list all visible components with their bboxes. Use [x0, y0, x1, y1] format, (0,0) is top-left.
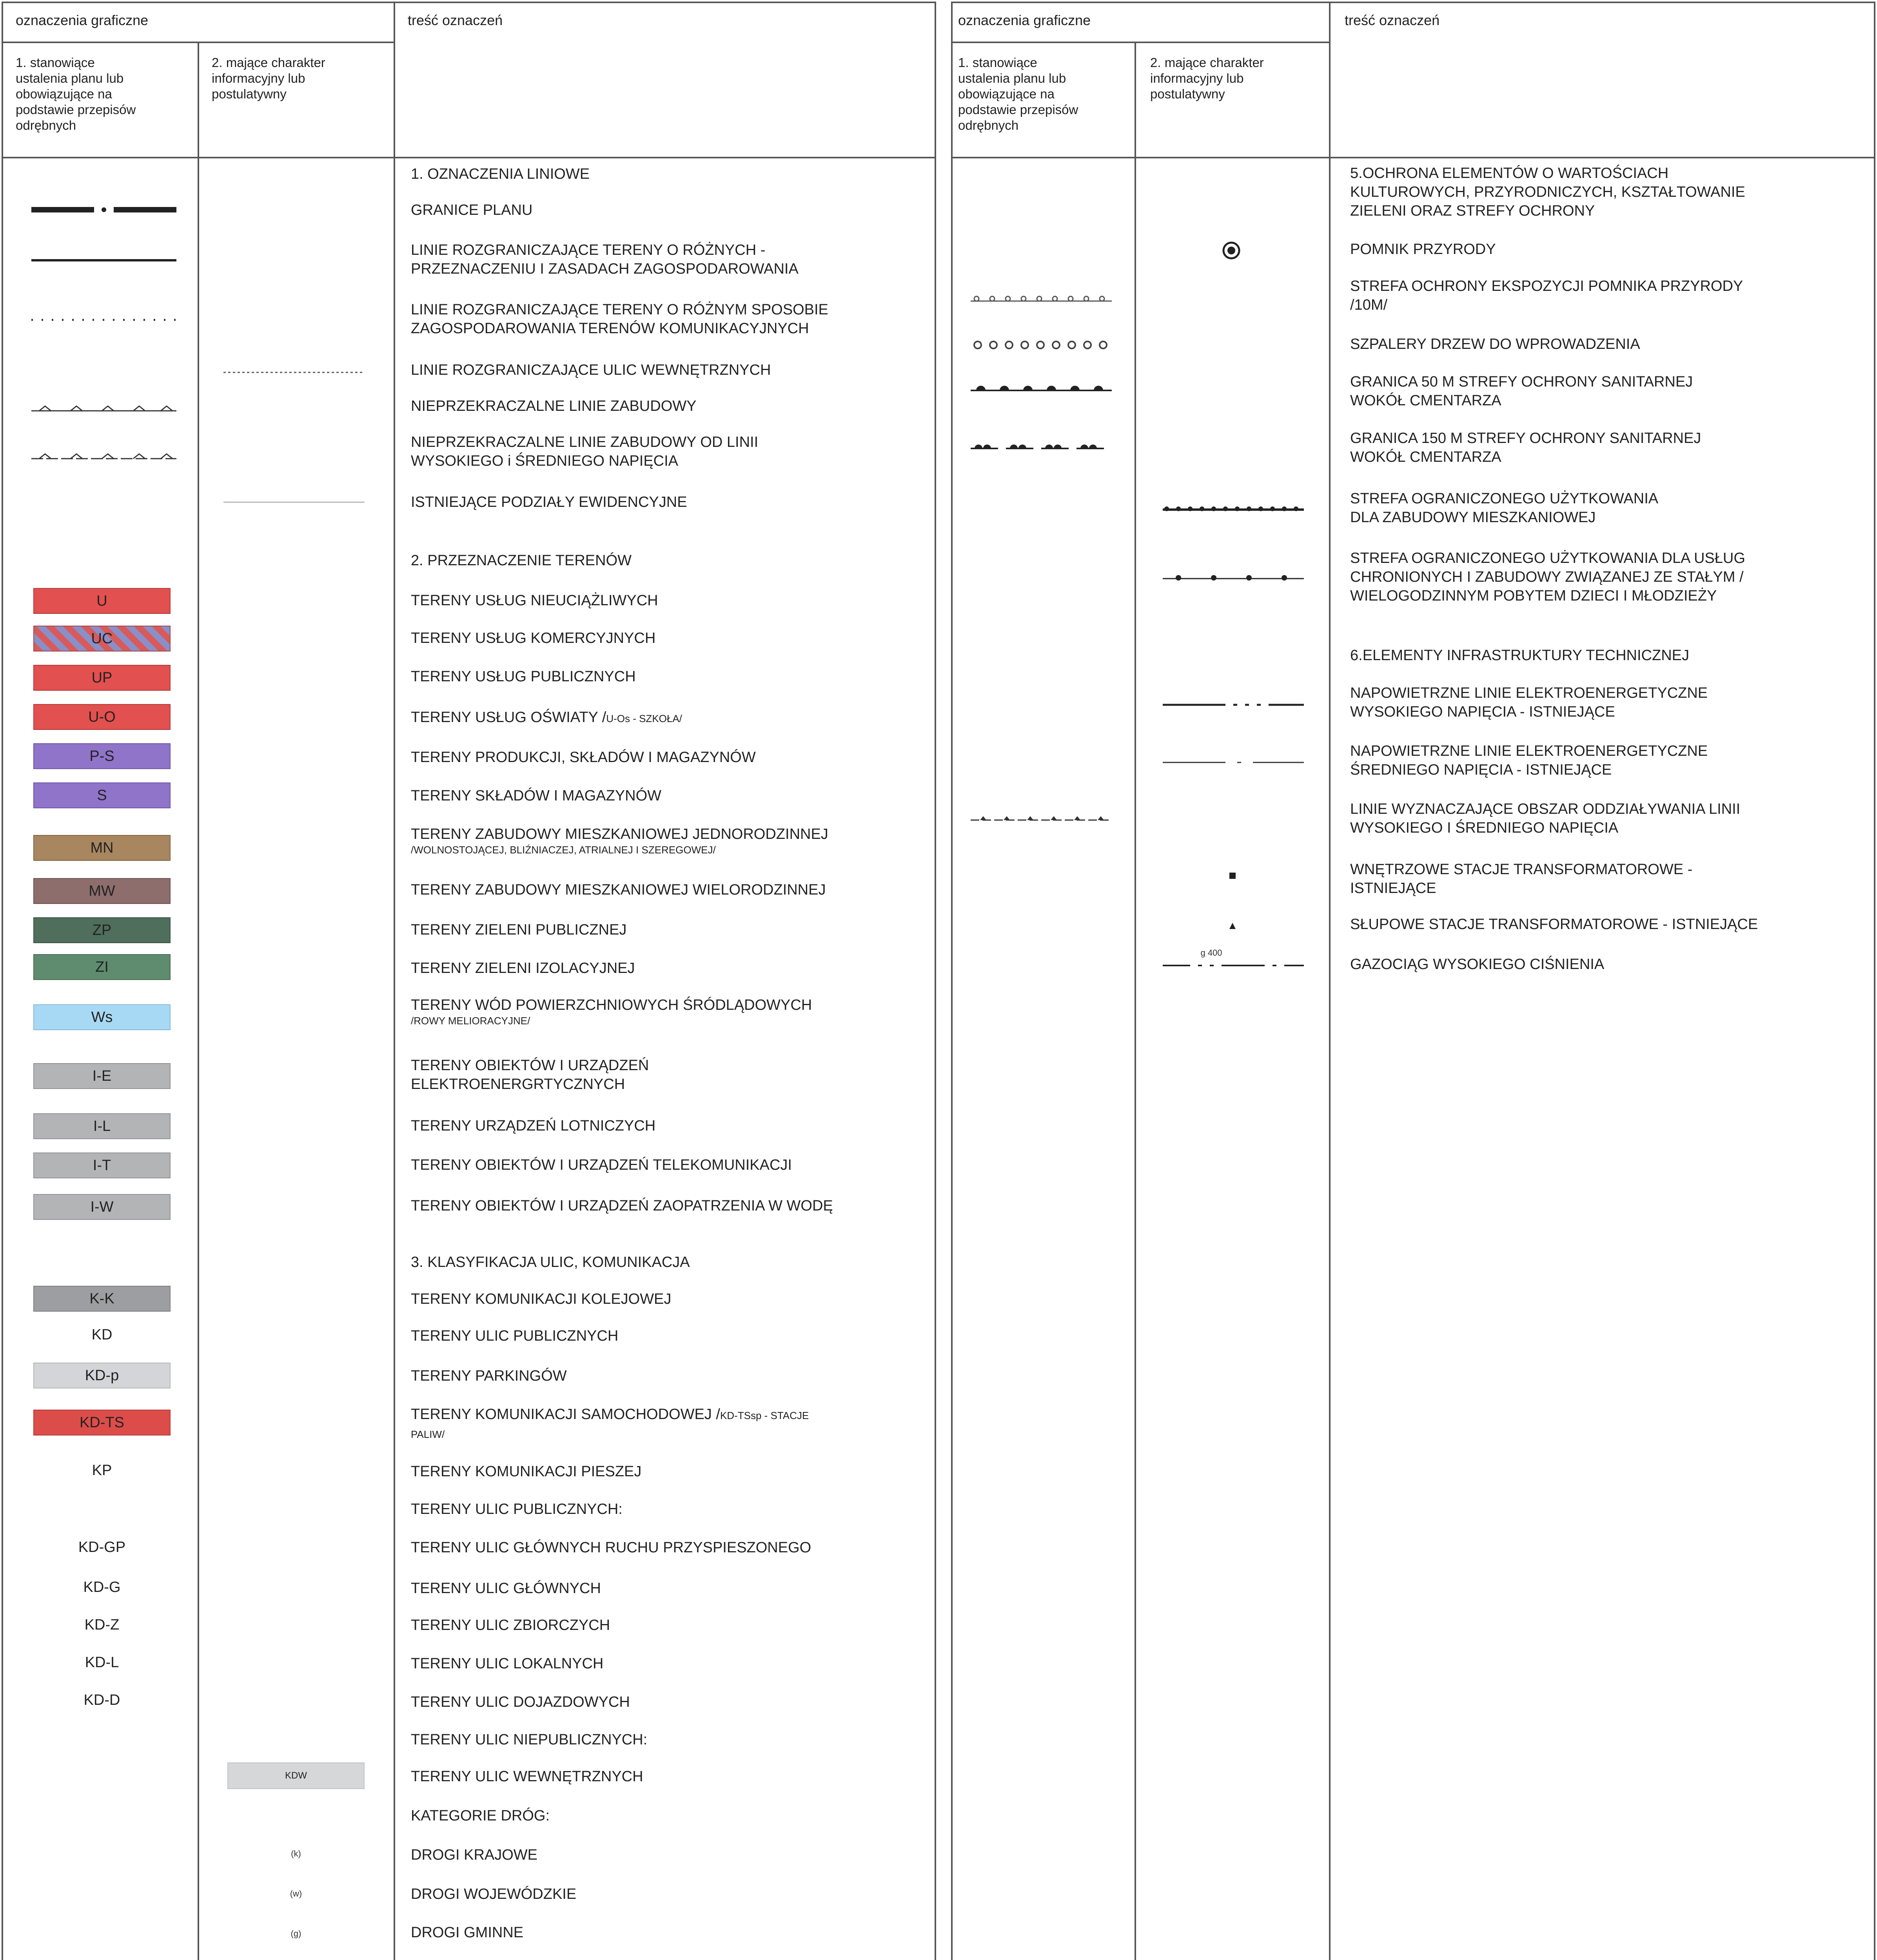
symbol-KD: KD — [91, 1327, 113, 1343]
right-header-graphic: oznaczenia graficzne — [958, 12, 1091, 28]
left-col-divider-1 — [198, 42, 199, 1960]
left-header-bottom — [2, 157, 936, 158]
left-header-col2: 2. mające charakter informacyjny lub postulatywny — [212, 55, 325, 101]
gas-pipeline-label: g 400 — [1200, 948, 1222, 958]
pole-transformer-icon — [1229, 922, 1236, 930]
right-header-content: treść oznaczeń — [1345, 12, 1440, 28]
legend-text: TERENY PARKINGÓW — [411, 1368, 567, 1384]
symbol-KD-p: KD-p — [33, 1363, 171, 1388]
legend-text: TERENY URZĄDZEŃ LOTNICZYCH — [411, 1118, 656, 1134]
legend-text: TERENY USŁUG PUBLICZNYCH — [411, 668, 636, 685]
high-voltage-line-icon — [1163, 702, 1304, 707]
voltage-impact-line-icon — [971, 815, 1112, 823]
legend-text: TERENY OBIEKTÓW I URZĄDZEŃ ZAOPATRZENIA W WODĘ — [411, 1198, 833, 1214]
building-line-icon — [31, 399, 176, 415]
cemetery-150m-zone-icon — [971, 441, 1112, 451]
indoor-transformer-icon — [1229, 872, 1236, 880]
legend-text: GRANICE PLANU — [411, 202, 533, 218]
legend-text: TERENY KOMUNIKACJI KOLEJOWEJ — [411, 1291, 672, 1307]
legend-text: LINIE ROZGRANICZAJĄCE TERENY O RÓŻNYM SPOSOBIE ZAGOSPODAROWANIA TERENÓW KOMUNIKACYJNYCH — [411, 301, 828, 337]
legend-text: NIEPRZEKRACZALNE LINIE ZABUDOWY — [411, 398, 697, 414]
legend-text — [411, 996, 812, 1027]
legend-text: LINIE WYZNACZAJĄCE OBSZAR ODDZIAŁYWANIA LINII WYSOKIEGO I ŚREDNIEGO NAPIĘCIA — [1350, 801, 1741, 836]
legend-text — [411, 1405, 809, 1443]
legend-text: TERENY ULIC PUBLICZNYCH — [411, 1328, 619, 1344]
legend-text: ISTNIEJĄCE PODZIAŁY EWIDENCYJNE — [411, 494, 687, 510]
section-heading: 6.ELEMENTY INFRASTRUKTURY TECHNICZNEJ — [1350, 647, 1690, 664]
legend-text: TERENY ULIC LOKALNYCH — [411, 1655, 604, 1672]
symbol-I-E: I-E — [33, 1063, 171, 1089]
symbol-road-k: (k) — [291, 1849, 301, 1858]
left-header-graphic: oznaczenia graficzne — [16, 12, 149, 28]
legend-text-main: TERENY ZABUDOWY MIESZKANIOWEJ JEDNORODZINNEJ — [411, 826, 828, 842]
legend-text: NIEPRZEKRACZALNE LINIE ZABUDOWY OD LINII WYSOKIEGO i ŚREDNIEGO NAPIĘCIA — [411, 434, 759, 469]
cemetery-50m-zone-icon — [971, 383, 1112, 393]
symbol-MW: MW — [33, 878, 171, 904]
symbol-U-O: U-O — [33, 704, 171, 730]
symbol-ZI: ZI — [33, 954, 171, 980]
symbol-K-K: K-K — [33, 1286, 171, 1312]
legend-text-main: TERENY KOMUNIKACJI SAMOCHODOWEJ / — [411, 1406, 720, 1423]
legend-text: TERENY OBIEKTÓW I URZĄDZEŃ ELEKTROENERGRTYCZNYCH — [411, 1057, 649, 1093]
symbol-ZP: ZP — [33, 917, 171, 943]
symbol-UP: UP — [33, 665, 171, 691]
symbol-P-S: P-S — [33, 743, 171, 769]
legend-text-main: TERENY WÓD POWIERZCHNIOWYCH ŚRÓDLĄDOWYCH — [411, 997, 812, 1013]
exposure-zone-icon — [971, 296, 1112, 303]
section-heading: 5.OCHRONA ELEMENTÓW O WARTOŚCIACH KULTUROWYCH, PRZYRODNICZYCH, KSZTAŁTOWANIE ZIELENI ORAZ STREFY OCHRONY — [1350, 165, 1745, 219]
legend-text-small: U-Os - SZKOŁA/ — [606, 713, 682, 724]
legend-text: STREFA OGRANICZONEGO UŻYTKOWANIA DLA USŁUG CHRONIONYCH I ZABUDOWY ZWIĄZANEJ ZE STAŁYM / WIELOGODZINNYM POBYTEM DZIECI I MŁODZIEŻY — [1350, 550, 1745, 604]
legend-text: TERENY USŁUG KOMERCYJNYCH — [411, 630, 656, 646]
symbol-KD-L: KD-L — [85, 1654, 119, 1671]
symbol-KD-G: KD-G — [83, 1579, 121, 1595]
section-heading: 1. OZNACZENIA LINIOWE — [411, 166, 590, 182]
plan-boundary-line-icon — [31, 204, 176, 216]
legend-text: TERENY ULIC PUBLICZNYCH: — [411, 1501, 623, 1517]
left-header-col1: 1. stanowiące ustalenia planu lub obowiązujące na podstawie przepisów odrębnych — [16, 55, 136, 132]
legend-text: SZPALERY DRZEW DO WPROWADZENIA — [1350, 336, 1640, 352]
legend-text-small: /ROWY MELIORACYJNE/ — [411, 1015, 530, 1027]
legend-text: TERENY ULIC NIEPUBLICZNYCH: — [411, 1731, 648, 1748]
legend-text: TERENY ULIC WEWNĘTRZNYCH — [411, 1768, 643, 1785]
legend-text: TERENY SKŁADÓW I MAGAZYNÓW — [411, 788, 662, 804]
building-line-voltage-icon — [31, 447, 176, 463]
section-heading: 3. KLASYFIKACJA ULIC, KOMUNIKACJA — [411, 1254, 690, 1270]
right-header-bottom — [951, 157, 1875, 158]
symbol-road-g: (g) — [290, 1929, 301, 1938]
legend-text: DROGI KRAJOWE — [411, 1847, 538, 1863]
dotted-line-icon — [31, 318, 176, 322]
legend-text: SŁUPOWE STACJE TRANSFORMATOROWE - ISTNIEJĄCE — [1350, 916, 1758, 933]
right-col-divider-1 — [1135, 42, 1136, 1960]
legend-text: TERENY ZABUDOWY MIESZKANIOWEJ WIELORODZINNEJ — [411, 882, 826, 898]
left-header-content: treść oznaczeń — [408, 12, 503, 28]
symbol-KD-GP: KD-GP — [78, 1539, 126, 1555]
legend-text: GAZOCIĄG WYSOKIEGO CIŚNIENIA — [1350, 956, 1605, 973]
legend-text: STREFA OGRANICZONEGO UŻYTKOWANIA DLA ZABUDOWY MIESZKANIOWEJ — [1350, 490, 1659, 526]
legend-text: TERENY OBIEKTÓW I URZĄDZEŃ TELEKOMUNIKACJI — [411, 1157, 792, 1173]
legend-text: TERENY PRODUKCJI, SKŁADÓW I MAGAZYNÓW — [411, 749, 756, 766]
right-header-col1: 1. stanowiące ustalenia planu lub obowiązujące na podstawie przepisów odrębnych — [958, 55, 1078, 132]
symbol-I-T: I-T — [33, 1152, 171, 1178]
legend-text-small: /WOLNOSTOJĄCEJ, BLIŹNIACZEJ, ATRIALNEJ I SZEREGOWEJ/ — [411, 844, 716, 856]
symbol-S: S — [33, 782, 171, 808]
legend-text: TERENY ZIELENI PUBLICZNEJ — [411, 922, 627, 938]
legend-text: TERENY ULIC GŁÓWNYCH — [411, 1580, 601, 1597]
legend-text: TERENY ZIELENI IZOLACYJNEJ — [411, 960, 635, 976]
symbol-KD-D: KD-D — [84, 1692, 120, 1708]
symbol-KP: KP — [92, 1462, 112, 1479]
legend-text: WNĘTRZOWE STACJE TRANSFORMATOROWE - ISTNIEJĄCE — [1350, 861, 1693, 897]
legend-text: STREFA OCHRONY EKSPOZYCJI POMNIKA PRZYRODY /10M/ — [1350, 278, 1743, 313]
symbol-MN: MN — [33, 835, 171, 861]
right-header-col2: 2. mające charakter informacyjny lub postulatywny — [1150, 55, 1264, 101]
left-col-divider-2 — [394, 2, 395, 1960]
legend-text: NAPOWIETRZNE LINIE ELEKTROENERGETYCZNE WYSOKIEGO NAPIĘCIA - ISTNIEJĄCE — [1350, 685, 1708, 720]
legend-text — [411, 825, 828, 856]
legend-text — [411, 708, 682, 728]
gas-pipeline-icon — [1163, 963, 1304, 968]
legend-text: NAPOWIETRZNE LINIE ELEKTROENERGETYCZNE ŚREDNIEGO NAPIĘCIA - ISTNIEJĄCE — [1350, 743, 1708, 778]
symbol-I-L: I-L — [33, 1113, 171, 1139]
symbol-KD-Z: KD-Z — [84, 1617, 120, 1633]
symbol-I-W: I-W — [33, 1194, 171, 1220]
cadastral-division-line-icon — [223, 501, 365, 503]
legend-text: TERENY ULIC GŁÓWNYCH RUCHU PRZYSPIESZONEGO — [411, 1539, 811, 1556]
legend-text: TERENY USŁUG NIEUCIĄŻLIWYCH — [411, 592, 658, 609]
symbol-Ws: Ws — [33, 1004, 171, 1030]
symbol-KDW: KDW — [227, 1762, 365, 1789]
medium-voltage-line-icon — [1163, 760, 1304, 764]
tree-alley-icon — [971, 340, 1112, 350]
restricted-use-children-icon — [1163, 574, 1304, 582]
legend-text: LINIE ROZGRANICZAJĄCE TERENY O RÓŻNYCH - PRZEZNACZENIU I ZASADACH ZAGOSPODAROWANIA — [411, 242, 799, 277]
legend-text: DROGI GMINNE — [411, 1924, 524, 1941]
legend-text: KATEGORIE DRÓG: — [411, 1808, 550, 1824]
legend-text: LINIE ROZGRANICZAJĄCE ULIC WEWNĘTRZNYCH — [411, 362, 771, 378]
legend-text: GRANICA 50 M STREFY OCHRONY SANITARNEJ WOKÓŁ CMENTARZA — [1350, 374, 1693, 409]
legend-text: TERENY ULIC ZBIORCZYCH — [411, 1617, 610, 1633]
right-header-divider — [951, 42, 1329, 43]
legend-text: GRANICA 150 M STREFY OCHRONY SANITARNEJ WOKÓŁ CMENTARZA — [1350, 430, 1701, 465]
legend-text: POMNIK PRZYRODY — [1350, 241, 1496, 258]
legend-text: DROGI WOJEWÓDZKIE — [411, 1886, 577, 1902]
symbol-U: U — [33, 588, 171, 614]
right-col-divider-2 — [1329, 2, 1331, 1960]
symbol-KD-TS: KD-TS — [33, 1410, 171, 1436]
symbol-UC: UC — [33, 626, 171, 652]
legend-text: TERENY KOMUNIKACJI PIESZEJ — [411, 1463, 642, 1480]
legend-text-small: KD-TSsp - STACJE PALIW/ — [411, 1410, 809, 1440]
legend-text: TERENY ULIC DOJAZDOWYCH — [411, 1694, 630, 1710]
natural-monument-icon — [1222, 241, 1241, 260]
restricted-use-residential-icon — [1163, 506, 1304, 514]
internal-street-line-icon — [223, 371, 365, 374]
solid-line-icon — [31, 258, 176, 263]
legend-text-main: TERENY USŁUG OŚWIATY / — [411, 709, 606, 726]
section-heading: 2. PRZEZNACZENIE TERENÓW — [411, 552, 632, 569]
symbol-road-w: (w) — [290, 1889, 302, 1898]
